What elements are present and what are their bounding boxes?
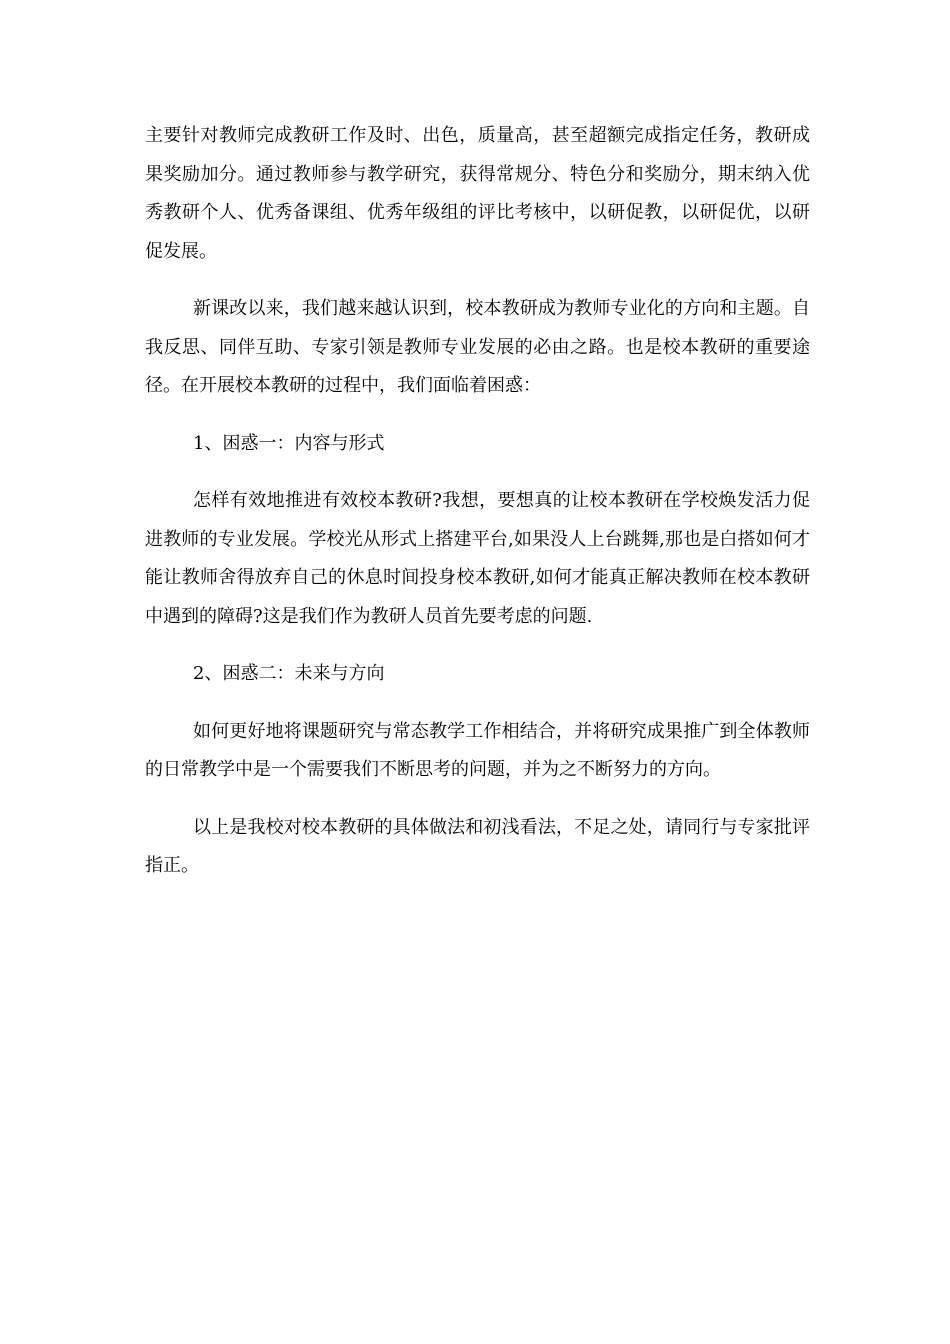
heading-confusion-one: 1、困惑一：内容与形式 bbox=[193, 432, 385, 454]
document-body bbox=[145, 117, 810, 905]
heading-confusion-two: 2、困惑二：未来与方向 bbox=[193, 663, 385, 684]
paragraph-new-curriculum: 新课改以来，我们越来越认识到，校本教研成为教师专业化的方向和主题。自我反思、同伴互助、专家引领是教师专业发展的必由之路。也是校本教研的重要途径。在开展校本教研的过程中，我们面临着困惑： bbox=[145, 298, 810, 396]
paragraph-evaluation-rewards: 主要针对教师完成教研工作及时、出色，质量高，甚至超额完成指定任务，教研成果奖励加分。通过教师参与教学研究，获得常规分、特色分和奖励分，期末纳入优秀教研个人、优秀备课组、优秀年级组的评比考核中，以研促教，以研促优，以研促发展。 bbox=[145, 125, 810, 262]
paragraph-confusion-two: 如何更好地将课题研究与常态教学工作相结合，并将研究成果推广到全体教师的日常教学中是一个需要我们不断思考的问题，并为之不断努力的方向。 bbox=[145, 720, 810, 780]
paragraph-confusion-one: 怎样有效地推进有效校本教研?我想，要想真的让校本教研在学校焕发活力促进教师的专业发展。学校光从形式上搭建平台,如果没人上台跳舞,那也是白搭如何才能让教师舍得放弃自己的休息时间投身校本教研,如何才能真正解决教师在校本教研中遇到的障碍?这是我们作为教研人员首先要考虑的问题. bbox=[145, 490, 810, 627]
paragraph-conclusion: 以上是我校对校本教研的具体做法和初浅看法，不足之处，请同行与专家批评指正。 bbox=[145, 816, 810, 876]
